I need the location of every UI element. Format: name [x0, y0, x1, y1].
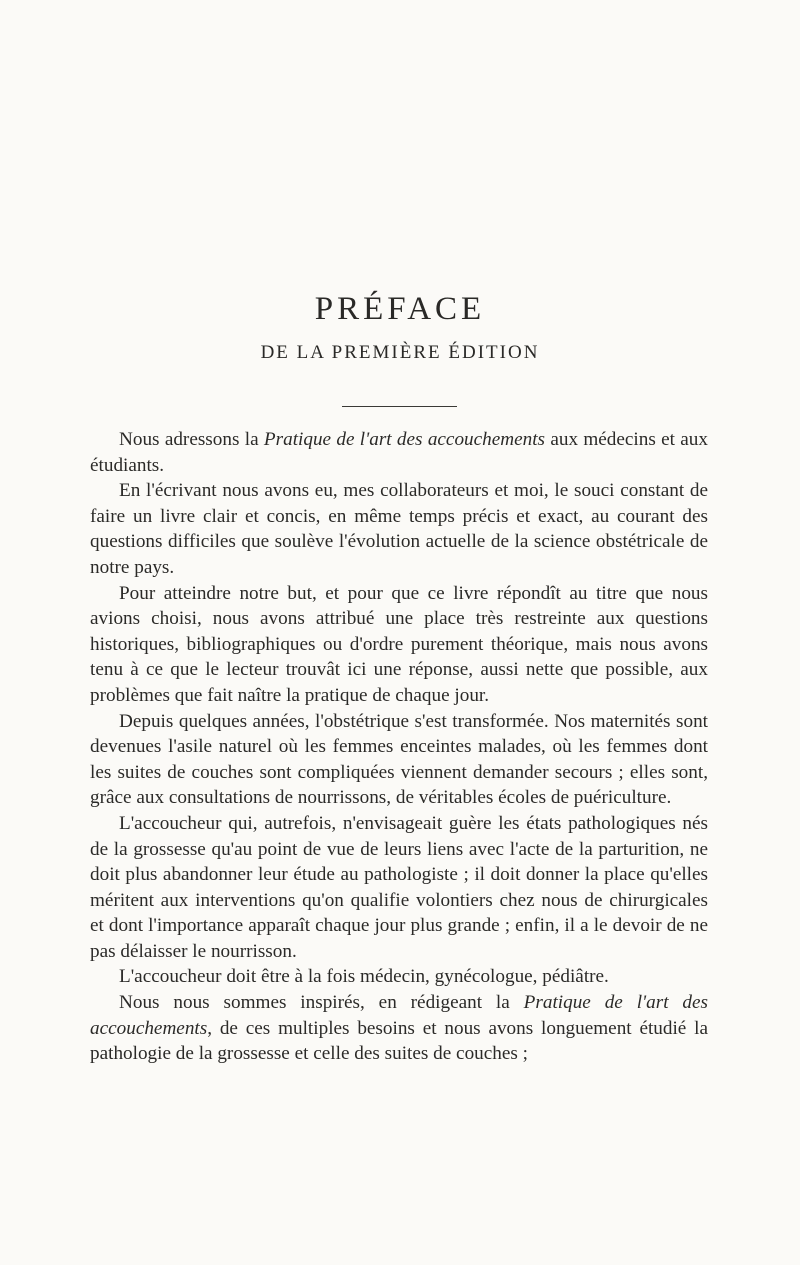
- paragraph-3: Pour atteindre notre but, et pour que ce livre répondît au titre que nous avions choisi, nous avons attribué une place très restreinte aux questions historiques, bibliographiques ou d'ordre purement théorique, mais nous avons tenu à ce que le lecteur trouvât ici une réponse, aussi nette que possible, aux problèmes que fait naître la pratique de chaque jour.: [90, 582, 708, 706]
- paragraph-2: En l'écrivant nous avons eu, mes collaborateurs et moi, le souci constant de faire un livre clair et concis, en même temps précis et exact, au courant des questions difficiles que soulève l'évolution actuelle de la science obstétricale de notre pays.: [90, 480, 708, 578]
- paragraph-1-before: Nous adressons la: [119, 429, 264, 450]
- page-title: PRÉFACE: [314, 291, 486, 327]
- book-title-italic: Pratique de l'art des accouchements: [90, 992, 708, 1039]
- preface-body: [90, 427, 708, 1067]
- paragraph-5: L'accoucheur qui, autrefois, n'envisageait guère les états pathologiques nés de la grossesse qu'au point de vue de leurs liens avec l'acte de la parturition, ne doit plus abandonner leur étude au pathologiste ; il doit donner la place qu'elles méritent aux interventions qu'on qualifie volontiers chez nous de chirurgicales et dont l'importance apparaît chaque jour plus grande ; enfin, il a le devoir de ne pas délaisser le nourrisson.: [90, 812, 708, 962]
- book-title-italic: Pratique de l'art des accouchements: [263, 429, 546, 450]
- paragraph-7-before: Nous nous sommes inspirés, en rédigeant la: [119, 992, 524, 1014]
- paragraph-7-after: , de ces multiples besoins et nous avons longuement étudié la pathologie de la grossesse et celle des suites de couches ;: [90, 1017, 708, 1065]
- paragraph-1-after: aux médecins et aux étudiants.: [90, 429, 708, 476]
- paragraph-6: L'accoucheur doit être à la fois médecin, gynécologue, pédiâtre.: [119, 966, 609, 988]
- paragraph-7: [90, 990, 708, 1067]
- page-subtitle: DE LA PREMIÈRE ÉDITION: [260, 342, 540, 363]
- paragraph-1: [90, 427, 708, 478]
- title-divider: [342, 406, 457, 407]
- paragraph-4: Depuis quelques années, l'obstétrique s'est transformée. Nos maternités sont devenues l'asile naturel où les femmes enceintes malades, où les femmes dont les suites de couches sont compliquées viennent demander secours ; elles sont, grâce aux consultations de nourrissons, de véritables écoles de puériculture.: [90, 710, 708, 809]
